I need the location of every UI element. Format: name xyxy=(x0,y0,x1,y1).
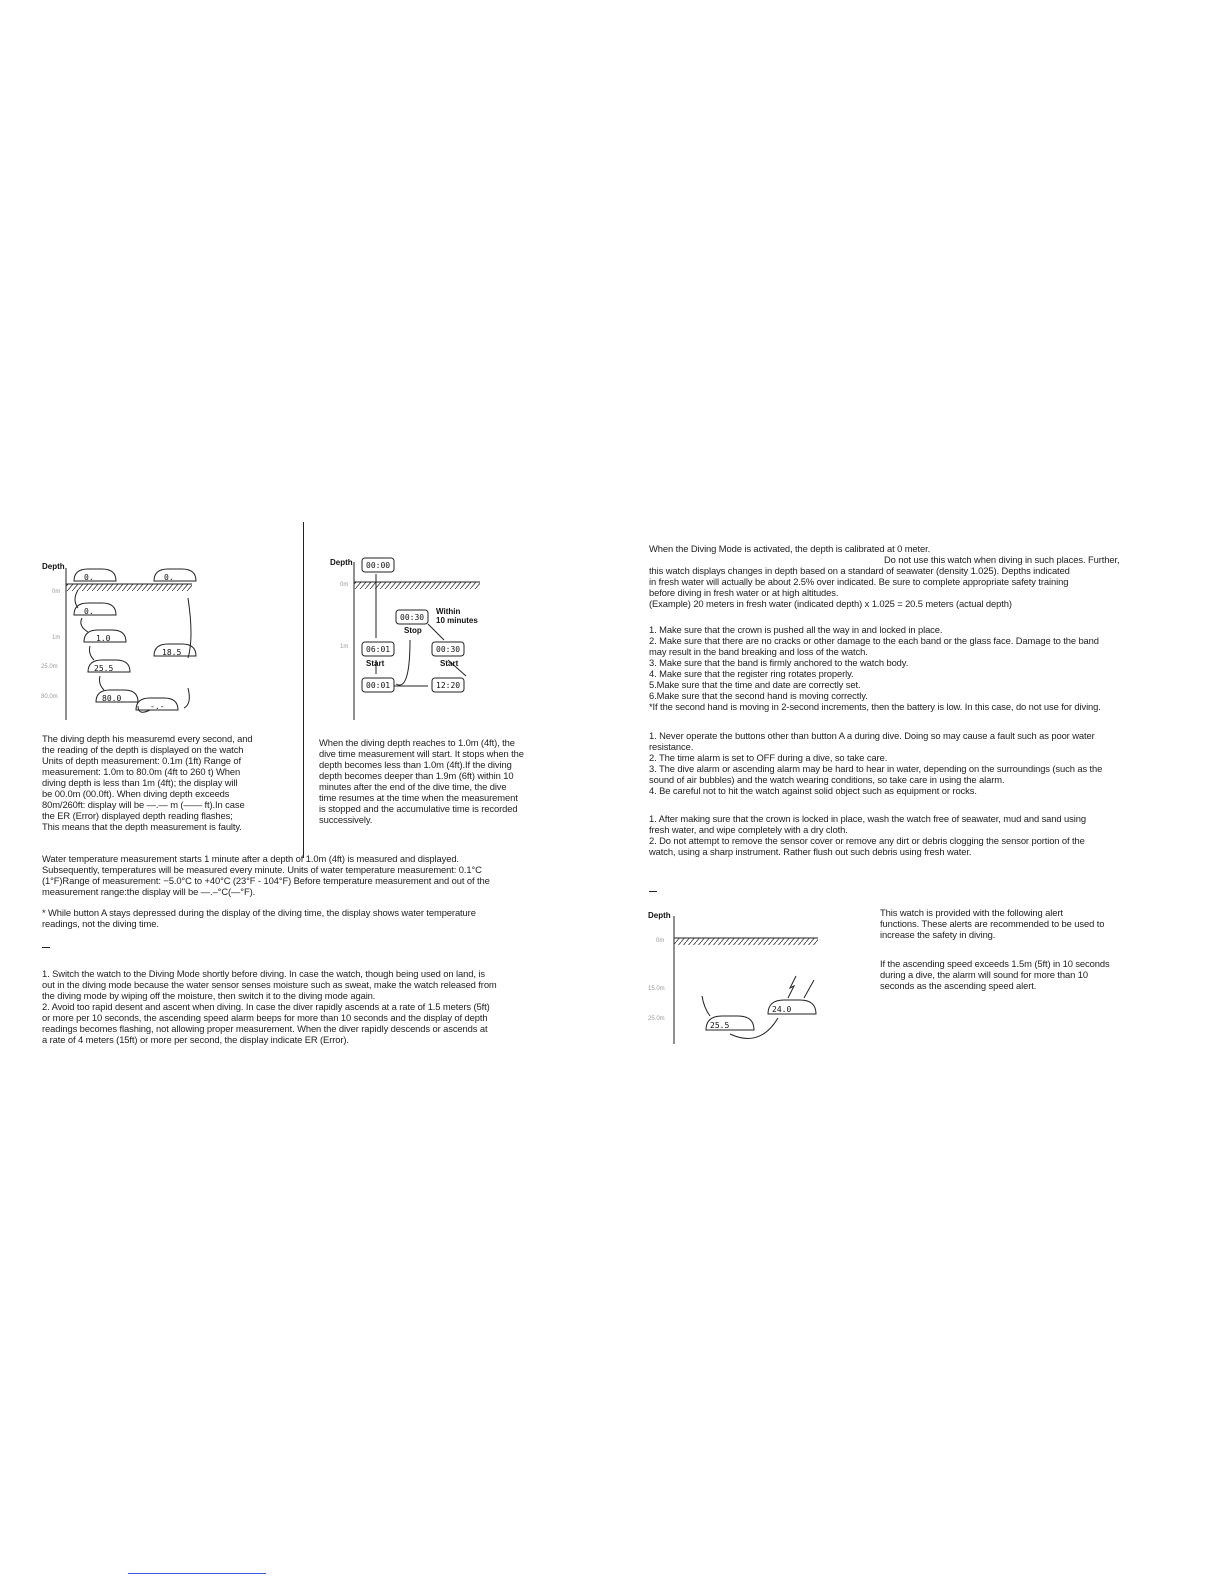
section-dash-left xyxy=(42,947,50,948)
alarm-reading-ascending: 24.0 xyxy=(772,1005,792,1014)
time-reading-3: 00:30 xyxy=(436,645,461,654)
alerts-intro: This watch is provided with the following alert functions. These alerts are recommended to be used to increase the safety in diving. xyxy=(880,907,1105,940)
button-a-note: * While button A stays depressed during the display of the diving time, the display shows water temperature readings, not the diving time. xyxy=(42,907,476,929)
ascending-speed-alert: If the ascending speed exceeds 1.5m (5ft) in 10 seconds during a dive, the alarm will sound for more than 10 seconds as the ascending speed alert. xyxy=(880,958,1110,991)
alarm-tick-25m: 25.0m xyxy=(648,1016,665,1022)
alarm-tick-0m: 0m xyxy=(656,938,665,944)
depth-description: The diving depth his measuremd every second, and the reading of the depth is displayed on the watch Units of depth measurement: 0.1m (1ft) Range of measurement: 1.0m to 80.0m (4ft to 260 t) When diving depth is less than 1m (4ft); the display will be 00.0m (00.0ft). When diving depth exceeds 80m/260ft: display will be —.— m (—— ft).In case the ER (Error) displayed depth reading flashes; This means that the depth measurement is faulty. xyxy=(42,733,253,832)
after-dive-care: 1. After making sure that the crown is locked in place, wash the watch free of seawater, mud and sand using fresh water, and wipe completely with a dry cloth. 2. Do not attempt to remove the sensor cover or remove any dirt or debris clogging the sensor portion of the watch, using a sharp instrument. Rather flush out such debris using fresh water. xyxy=(649,813,1086,857)
tick-0m: 0m xyxy=(52,589,61,595)
reading-surface-1: 0. xyxy=(84,573,94,582)
section-dash-right xyxy=(649,891,657,892)
ascent-alarm-diagram xyxy=(646,906,826,1046)
during-dive-cautions: 1. Never operate the buttons other than button A a during dive. Doing so may cause a fault such as poor water resistance. 2. The time alarm is set to OFF during a dive, so take care. 3. The dive alarm or ascending alarm may be hard to hear in water, depending on the surroundings (such as the sound of air bubbles) and the watch wearing conditions, so take care in using the alarm. 4. Be careful not to hit the watch against solid object such as equipment or rocks. xyxy=(649,730,1103,796)
pre-dive-checks: 1. Make sure that the crown is pushed all the way in and locked in place. 2. Make sure that there are no cracks or other damage to the each band or the glass face. Damage to the band may result in the band breaking and loss of the watch. 3. Make sure that the band is firmly anchored to the watch body. 4. Make sure that the register ring rotates properly. 5.Make sure that the time and date are correctly set. 6.Make sure that the second hand is moving correctly. *If the second hand is moving in 2-second increments, then the battery is low. In this case, do not use for diving. xyxy=(649,624,1101,712)
alarm-tick-15m: 15.0m xyxy=(648,986,665,992)
time-reading-6: 12:20 xyxy=(436,681,461,690)
alarm-axis-label: Depth xyxy=(648,911,671,920)
cautions-description: 1. Switch the watch to the Diving Mode shortly before diving. In case the watch, though being used on land, is out in the diving mode because the water sensor senses moisture such as sweat, make the watch released from the diving mode by wiping off the moisture, then switch it to the diving mode again. 2. Avoid too rapid desent and ascent when diving. In case the diver rapidly ascends at a rate of 1.5 meters (5ft) or more per 10 seconds, the ascending speed alarm beeps for more than 10 seconds and the display of depth readings becomes flashing, not allowing proper measurement. When the diver rapidly descends or ascends at a rate of 4 meters (15ft) or more per second, the display indicate ER (Error). xyxy=(42,968,497,1045)
column-divider xyxy=(303,522,304,858)
reading-surface-2: 0. xyxy=(164,573,174,582)
footer-link-underline[interactable] xyxy=(128,1573,266,1574)
depth-diagram xyxy=(38,560,208,722)
time-reading-4: 06:01 xyxy=(366,645,391,654)
dive-time-diagram xyxy=(326,552,496,722)
start-label-1: Start xyxy=(366,659,385,668)
depth-axis-label: Depth xyxy=(42,562,65,571)
time-reading-2: 00:30 xyxy=(400,613,425,622)
within-minutes-label: 10 minutes xyxy=(436,616,478,625)
tick-25m: 25.0m xyxy=(41,664,58,670)
alarm-reading-deep: 25.5 xyxy=(710,1021,730,1030)
calibration-description: When the Diving Mode is activated, the depth is calibrated at 0 meter. Do not use this watch when diving in such places. Further, this watch displays changes in depth based on a standard of seawater (density 1.025). Depths indicated in fresh water will actually be about 2.5% over indicated. Be sure to complete appropriate safety training before diving in fresh water or at high altitudes. (Example) 20 meters in fresh water (indicated depth) x 1.025 = 20.5 meters (actual depth) xyxy=(649,543,1120,609)
reading-shallow: 0. xyxy=(84,607,94,616)
reading-ascent: 18.5 xyxy=(162,648,182,657)
tick-1m: 1m xyxy=(52,635,61,641)
reading-1m: 1.0 xyxy=(96,634,111,643)
reading-80m: 80.0 xyxy=(102,694,122,703)
start-label-2: Start xyxy=(440,659,459,668)
time-tick-0m: 0m xyxy=(340,582,349,588)
time-reading-5: 00:01 xyxy=(366,681,391,690)
time-axis-label: Depth xyxy=(330,558,353,567)
dive-time-description: When the diving depth reaches to 1.0m (4ft), the dive time measurement will start. It stops when the depth becomes less than 1.0m (4ft).If the diving depth becomes deeper than 1.9m (6ft) within 10 minutes after the end of the dive time, the dive time resumes at the time when the measurement is stopped and the accumulative time is recorded successively. xyxy=(319,737,524,825)
stop-label: Stop xyxy=(404,626,422,635)
time-tick-1m: 1m xyxy=(340,644,349,650)
reading-25m: 25.5 xyxy=(94,664,114,673)
within-label: Within xyxy=(436,607,461,616)
reading-overrange: -.- xyxy=(150,702,165,711)
tick-80m: 80.0m xyxy=(41,694,58,700)
time-reading-1: 00:00 xyxy=(366,561,391,570)
temperature-description: Water temperature measurement starts 1 minute after a depth of 1.0m (4ft) is measured and displayed. Subsequently, temperatures will be measured every minute. Units of water temperature measurement: 0.1°C (1°F)Range of measurement: −5.0°C to +40°C (23°F - 104°F) Before temperature measurement and out of the measurement range:the display will be —.–°C(—°F). xyxy=(42,853,490,897)
